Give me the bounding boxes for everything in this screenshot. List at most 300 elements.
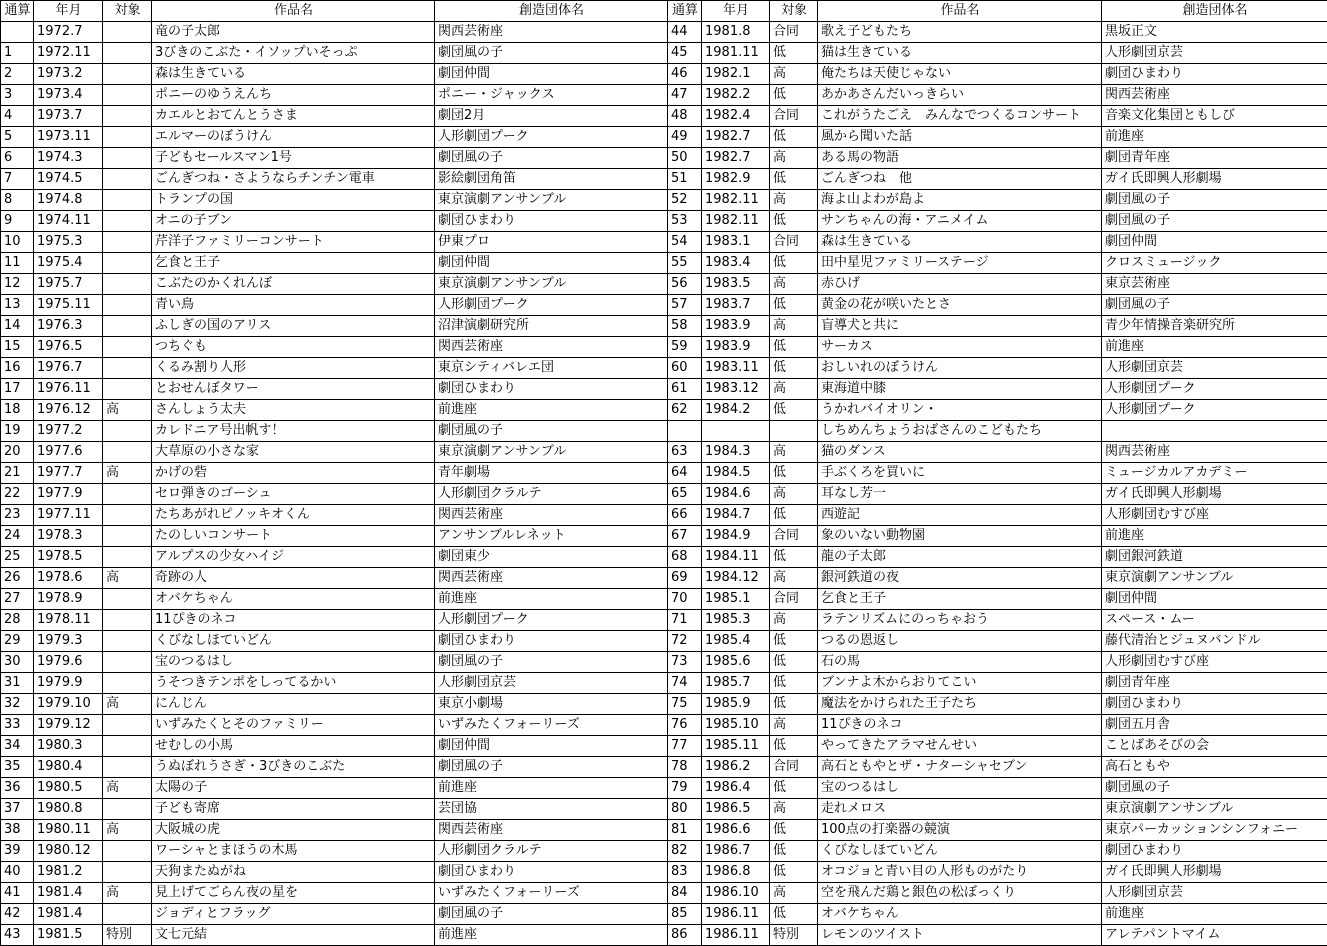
- left-group-cell: いずみたくフォーリーズ: [435, 883, 668, 904]
- left-title-cell: いずみたくとそのファミリー: [152, 715, 435, 736]
- left-title-cell: エルマーのぼうけん: [152, 127, 435, 148]
- right-target-cell: 高: [770, 610, 818, 631]
- left-group-cell: 劇団2月: [435, 106, 668, 127]
- right-group-cell: ガイ氏即興人形劇場: [1102, 169, 1327, 190]
- left-title-cell: とおせんぼタワー: [152, 379, 435, 400]
- right-number-cell: 52: [668, 190, 702, 211]
- left-target-cell: [103, 484, 152, 505]
- header-cell: 対象: [770, 1, 818, 22]
- right-group-cell: 劇団風の子: [1102, 211, 1327, 232]
- left-number-cell: 22: [1, 484, 34, 505]
- right-target-cell: 特別: [770, 925, 818, 946]
- left-target-cell: [103, 631, 152, 652]
- right-target-cell: 高: [770, 484, 818, 505]
- left-title-cell: 芹洋子ファミリーコンサート: [152, 232, 435, 253]
- left-group-cell: 芸団協: [435, 799, 668, 820]
- left-number-cell: 7: [1, 169, 34, 190]
- left-number-cell: 38: [1, 820, 34, 841]
- left-group-cell: 東京演劇アンサンブル: [435, 442, 668, 463]
- table-row: [1, 757, 1327, 778]
- left-group-cell: 関西芸術座: [435, 820, 668, 841]
- left-date-cell: 1981.2: [34, 862, 103, 883]
- left-target-cell: 高: [103, 400, 152, 421]
- right-date-cell: 1986.6: [702, 820, 770, 841]
- left-date-cell: 1979.12: [34, 715, 103, 736]
- right-group-cell: 人形劇団京芸: [1102, 43, 1327, 64]
- right-title-cell: 魔法をかけられた王子たち: [818, 694, 1102, 715]
- left-target-cell: [103, 673, 152, 694]
- right-number-cell: 56: [668, 274, 702, 295]
- right-number-cell: 82: [668, 841, 702, 862]
- header-cell: 創造団体名: [1102, 1, 1327, 22]
- right-title-cell: やってきたアラマせんせい: [818, 736, 1102, 757]
- left-number-cell: 13: [1, 295, 34, 316]
- right-title-cell: 手ぶくろを買いに: [818, 463, 1102, 484]
- left-group-cell: 関西芸術座: [435, 568, 668, 589]
- left-target-cell: [103, 379, 152, 400]
- left-title-cell: たちあがれピノッキオくん: [152, 505, 435, 526]
- right-number-cell: 54: [668, 232, 702, 253]
- left-date-cell: 1978.6: [34, 568, 103, 589]
- left-date-cell: 1973.11: [34, 127, 103, 148]
- table-row: [1, 547, 1327, 568]
- table-row: [1, 715, 1327, 736]
- right-title-cell: オバケちゃん: [818, 904, 1102, 925]
- left-group-cell: 東京演劇アンサンブル: [435, 190, 668, 211]
- right-target-cell: 低: [770, 631, 818, 652]
- right-group-cell: 劇団ひまわり: [1102, 841, 1327, 862]
- right-title-cell: ある馬の物語: [818, 148, 1102, 169]
- table-row: [1, 862, 1327, 883]
- right-title-cell: 空を飛んだ鶏と銀色の松ぼっくり: [818, 883, 1102, 904]
- right-target-cell: 高: [770, 799, 818, 820]
- right-title-cell: 赤ひげ: [818, 274, 1102, 295]
- left-title-cell: アルプスの少女ハイジ: [152, 547, 435, 568]
- right-group-cell: 劇団風の子: [1102, 295, 1327, 316]
- right-date-cell: 1984.7: [702, 505, 770, 526]
- left-date-cell: 1974.3: [34, 148, 103, 169]
- left-title-cell: 文七元結: [152, 925, 435, 946]
- left-group-cell: 劇団ひまわり: [435, 379, 668, 400]
- right-number-cell: 61: [668, 379, 702, 400]
- right-target-cell: 合同: [770, 589, 818, 610]
- right-title-cell: ごんぎつね 他: [818, 169, 1102, 190]
- right-group-cell: 劇団ひまわり: [1102, 694, 1327, 715]
- right-number-cell: 85: [668, 904, 702, 925]
- right-group-cell: 東京パーカッションシンフォニー: [1102, 820, 1327, 841]
- left-title-cell: カエルとおてんとうさま: [152, 106, 435, 127]
- right-number-cell: 70: [668, 589, 702, 610]
- right-number-cell: 55: [668, 253, 702, 274]
- right-target-cell: 低: [770, 904, 818, 925]
- table-row: [1, 421, 1327, 442]
- left-target-cell: 高: [103, 694, 152, 715]
- right-date-cell: 1986.4: [702, 778, 770, 799]
- table-row: [1, 568, 1327, 589]
- left-group-cell: 劇団ひまわり: [435, 862, 668, 883]
- right-number-cell: 84: [668, 883, 702, 904]
- left-title-cell: 青い鳥: [152, 295, 435, 316]
- left-target-cell: [103, 547, 152, 568]
- right-group-cell: アレテパントマイム: [1102, 925, 1327, 946]
- right-title-cell: あかあさんだいっきらい: [818, 85, 1102, 106]
- left-number-cell: 9: [1, 211, 34, 232]
- right-date-cell: 1983.9: [702, 316, 770, 337]
- right-date-cell: 1984.5: [702, 463, 770, 484]
- left-number-cell: 25: [1, 547, 34, 568]
- left-target-cell: 高: [103, 820, 152, 841]
- right-group-cell: 劇団五月舎: [1102, 715, 1327, 736]
- right-group-cell: 人形劇団プーク: [1102, 400, 1327, 421]
- left-group-cell: 劇団風の子: [435, 43, 668, 64]
- right-number-cell: 50: [668, 148, 702, 169]
- left-number-cell: 12: [1, 274, 34, 295]
- right-target-cell: 高: [770, 148, 818, 169]
- right-title-cell: 龍の子太郎: [818, 547, 1102, 568]
- left-target-cell: [103, 757, 152, 778]
- left-group-cell: 劇団風の子: [435, 757, 668, 778]
- left-number-cell: 20: [1, 442, 34, 463]
- right-number-cell: 49: [668, 127, 702, 148]
- left-title-cell: ポニーのゆうえんち: [152, 85, 435, 106]
- left-date-cell: 1975.3: [34, 232, 103, 253]
- right-group-cell: 藤代清治とジュヌバンドル: [1102, 631, 1327, 652]
- right-number-cell: 76: [668, 715, 702, 736]
- left-date-cell: 1975.4: [34, 253, 103, 274]
- table-row: [1, 400, 1327, 421]
- right-target-cell: 低: [770, 127, 818, 148]
- left-number-cell: 29: [1, 631, 34, 652]
- right-title-cell: 俺たちは天使じゃない: [818, 64, 1102, 85]
- right-date-cell: 1985.10: [702, 715, 770, 736]
- table-row: [1, 190, 1327, 211]
- right-title-cell: 象のいない動物園: [818, 526, 1102, 547]
- right-target-cell: [770, 421, 818, 442]
- left-group-cell: 前進座: [435, 400, 668, 421]
- left-date-cell: 1980.8: [34, 799, 103, 820]
- left-group-cell: 劇団仲間: [435, 736, 668, 757]
- right-number-cell: 65: [668, 484, 702, 505]
- left-date-cell: 1976.7: [34, 358, 103, 379]
- right-title-cell: レモンのツイスト: [818, 925, 1102, 946]
- left-number-cell: 33: [1, 715, 34, 736]
- left-group-cell: 劇団東少: [435, 547, 668, 568]
- left-date-cell: 1975.7: [34, 274, 103, 295]
- left-title-cell: かげの砦: [152, 463, 435, 484]
- right-target-cell: 合同: [770, 232, 818, 253]
- left-date-cell: 1981.5: [34, 925, 103, 946]
- left-target-cell: [103, 862, 152, 883]
- right-target-cell: 高: [770, 379, 818, 400]
- right-date-cell: 1985.1: [702, 589, 770, 610]
- table-row: [1, 925, 1327, 946]
- right-date-cell: 1984.3: [702, 442, 770, 463]
- right-number-cell: 59: [668, 337, 702, 358]
- right-title-cell: 耳なし芳一: [818, 484, 1102, 505]
- right-group-cell: 劇団仲間: [1102, 589, 1327, 610]
- right-title-cell: これがうたごえ みんなでつくるコンサート: [818, 106, 1102, 127]
- right-date-cell: 1986.8: [702, 862, 770, 883]
- table-row: [1, 652, 1327, 673]
- left-number-cell: 30: [1, 652, 34, 673]
- left-title-cell: 11ぴきのネコ: [152, 610, 435, 631]
- right-target-cell: 合同: [770, 22, 818, 43]
- right-target-cell: 高: [770, 316, 818, 337]
- table-row: [1, 106, 1327, 127]
- right-target-cell: 低: [770, 400, 818, 421]
- left-title-cell: 太陽の子: [152, 778, 435, 799]
- right-group-cell: 人形劇団プーク: [1102, 379, 1327, 400]
- left-date-cell: 1973.4: [34, 85, 103, 106]
- left-title-cell: 宝のつるはし: [152, 652, 435, 673]
- right-target-cell: 低: [770, 253, 818, 274]
- right-date-cell: [702, 421, 770, 442]
- left-date-cell: 1979.9: [34, 673, 103, 694]
- left-group-cell: 関西芸術座: [435, 22, 668, 43]
- table-row: [1, 673, 1327, 694]
- right-date-cell: 1982.11: [702, 190, 770, 211]
- left-number-cell: 3: [1, 85, 34, 106]
- left-target-cell: [103, 337, 152, 358]
- table-row: [1, 64, 1327, 85]
- left-title-cell: セロ弾きのゴーシュ: [152, 484, 435, 505]
- right-number-cell: [668, 421, 702, 442]
- right-date-cell: 1985.11: [702, 736, 770, 757]
- right-title-cell: 盲導犬と共に: [818, 316, 1102, 337]
- left-target-cell: [103, 715, 152, 736]
- left-target-cell: [103, 64, 152, 85]
- right-number-cell: 67: [668, 526, 702, 547]
- left-number-cell: 36: [1, 778, 34, 799]
- left-number-cell: 6: [1, 148, 34, 169]
- right-date-cell: 1986.10: [702, 883, 770, 904]
- right-date-cell: 1985.7: [702, 673, 770, 694]
- right-title-cell: 走れメロス: [818, 799, 1102, 820]
- right-group-cell: 人形劇団むすび座: [1102, 505, 1327, 526]
- right-target-cell: 低: [770, 169, 818, 190]
- left-date-cell: 1973.2: [34, 64, 103, 85]
- left-number-cell: 11: [1, 253, 34, 274]
- right-group-cell: 東京演劇アンサンブル: [1102, 568, 1327, 589]
- right-date-cell: 1981.8: [702, 22, 770, 43]
- right-group-cell: 前進座: [1102, 526, 1327, 547]
- left-number-cell: 19: [1, 421, 34, 442]
- left-number-cell: 31: [1, 673, 34, 694]
- table-row: [1, 442, 1327, 463]
- right-number-cell: 80: [668, 799, 702, 820]
- left-group-cell: 劇団ひまわり: [435, 211, 668, 232]
- right-group-cell: 前進座: [1102, 904, 1327, 925]
- right-group-cell: [1102, 421, 1327, 442]
- right-title-cell: ラテンリズムにのっちゃおう: [818, 610, 1102, 631]
- left-target-cell: [103, 190, 152, 211]
- header-row: [1, 1, 1327, 22]
- right-title-cell: くびなしほていどん: [818, 841, 1102, 862]
- right-title-cell: 11ぴきのネコ: [818, 715, 1102, 736]
- table-row: [1, 127, 1327, 148]
- header-cell: 対象: [103, 1, 152, 22]
- right-date-cell: 1982.9: [702, 169, 770, 190]
- table-row: [1, 316, 1327, 337]
- left-group-cell: 人形劇団クラルテ: [435, 484, 668, 505]
- right-group-cell: 関西芸術座: [1102, 442, 1327, 463]
- right-title-cell: 風から聞いた話: [818, 127, 1102, 148]
- left-title-cell: せむしの小馬: [152, 736, 435, 757]
- right-group-cell: 音楽文化集団ともしび: [1102, 106, 1327, 127]
- right-target-cell: 低: [770, 463, 818, 484]
- left-date-cell: 1980.12: [34, 841, 103, 862]
- right-group-cell: 東京演劇アンサンブル: [1102, 799, 1327, 820]
- right-group-cell: スペース・ムー: [1102, 610, 1327, 631]
- left-target-cell: [103, 253, 152, 274]
- right-target-cell: 低: [770, 820, 818, 841]
- left-title-cell: こぶたのかくれんぼ: [152, 274, 435, 295]
- left-number-cell: 4: [1, 106, 34, 127]
- left-date-cell: 1978.5: [34, 547, 103, 568]
- right-title-cell: 銀河鉄道の夜: [818, 568, 1102, 589]
- left-target-cell: [103, 589, 152, 610]
- right-number-cell: 58: [668, 316, 702, 337]
- left-number-cell: 23: [1, 505, 34, 526]
- left-target-cell: 高: [103, 463, 152, 484]
- table-row: [1, 22, 1327, 43]
- left-number-cell: 41: [1, 883, 34, 904]
- left-group-cell: 関西芸術座: [435, 337, 668, 358]
- left-number-cell: 5: [1, 127, 34, 148]
- left-title-cell: 子ども寄席: [152, 799, 435, 820]
- left-date-cell: 1980.3: [34, 736, 103, 757]
- left-target-cell: [103, 274, 152, 295]
- table-row: [1, 274, 1327, 295]
- left-date-cell: 1980.5: [34, 778, 103, 799]
- right-number-cell: 47: [668, 85, 702, 106]
- right-target-cell: 低: [770, 505, 818, 526]
- right-group-cell: 劇団銀河鉄道: [1102, 547, 1327, 568]
- right-title-cell: 森は生きている: [818, 232, 1102, 253]
- right-number-cell: 71: [668, 610, 702, 631]
- left-target-cell: [103, 85, 152, 106]
- right-number-cell: 74: [668, 673, 702, 694]
- right-number-cell: 51: [668, 169, 702, 190]
- right-date-cell: 1986.7: [702, 841, 770, 862]
- left-title-cell: たのしいコンサート: [152, 526, 435, 547]
- right-target-cell: 合同: [770, 106, 818, 127]
- right-group-cell: 前進座: [1102, 127, 1327, 148]
- left-target-cell: [103, 799, 152, 820]
- left-date-cell: 1979.3: [34, 631, 103, 652]
- left-date-cell: 1977.2: [34, 421, 103, 442]
- left-group-cell: 人形劇団プーク: [435, 610, 668, 631]
- table-body: [1, 22, 1327, 946]
- left-date-cell: 1978.9: [34, 589, 103, 610]
- left-target-cell: [103, 169, 152, 190]
- right-date-cell: 1985.6: [702, 652, 770, 673]
- left-group-cell: 伊東プロ: [435, 232, 668, 253]
- right-number-cell: 75: [668, 694, 702, 715]
- table-row: [1, 253, 1327, 274]
- table-row: [1, 211, 1327, 232]
- left-group-cell: 劇団風の子: [435, 148, 668, 169]
- left-date-cell: 1974.11: [34, 211, 103, 232]
- right-number-cell: 64: [668, 463, 702, 484]
- left-group-cell: 劇団仲間: [435, 253, 668, 274]
- right-date-cell: 1981.11: [702, 43, 770, 64]
- left-title-cell: ジョディとフラッグ: [152, 904, 435, 925]
- table-row: [1, 85, 1327, 106]
- left-title-cell: 子どもセールスマン1号: [152, 148, 435, 169]
- left-date-cell: 1976.3: [34, 316, 103, 337]
- left-title-cell: 大草原の小さな家: [152, 442, 435, 463]
- right-number-cell: 73: [668, 652, 702, 673]
- right-date-cell: 1983.12: [702, 379, 770, 400]
- left-date-cell: 1979.10: [34, 694, 103, 715]
- left-target-cell: [103, 505, 152, 526]
- left-number-cell: 40: [1, 862, 34, 883]
- left-number-cell: 28: [1, 610, 34, 631]
- table-row: [1, 631, 1327, 652]
- left-group-cell: 東京シティバレエ団: [435, 358, 668, 379]
- left-target-cell: [103, 904, 152, 925]
- left-group-cell: 人形劇団プーク: [435, 127, 668, 148]
- table-row: [1, 358, 1327, 379]
- right-number-cell: 69: [668, 568, 702, 589]
- right-date-cell: 1986.5: [702, 799, 770, 820]
- left-date-cell: 1972.7: [34, 22, 103, 43]
- right-date-cell: 1984.11: [702, 547, 770, 568]
- left-target-cell: [103, 127, 152, 148]
- right-title-cell: うかれバイオリン・: [818, 400, 1102, 421]
- left-number-cell: 17: [1, 379, 34, 400]
- right-group-cell: 劇団風の子: [1102, 190, 1327, 211]
- right-title-cell: 黄金の花が咲いたとさ: [818, 295, 1102, 316]
- header-cell: 作品名: [818, 1, 1102, 22]
- right-number-cell: 62: [668, 400, 702, 421]
- left-date-cell: 1972.11: [34, 43, 103, 64]
- table-row: [1, 736, 1327, 757]
- left-target-cell: [103, 211, 152, 232]
- left-title-cell: にんじん: [152, 694, 435, 715]
- right-target-cell: 低: [770, 673, 818, 694]
- left-number-cell: 16: [1, 358, 34, 379]
- right-date-cell: 1985.3: [702, 610, 770, 631]
- right-target-cell: 低: [770, 337, 818, 358]
- left-number-cell: 27: [1, 589, 34, 610]
- right-title-cell: 猫は生きている: [818, 43, 1102, 64]
- right-group-cell: 黒坂正文: [1102, 22, 1327, 43]
- left-title-cell: うそつきテンポをしってるかい: [152, 673, 435, 694]
- right-date-cell: 1982.1: [702, 64, 770, 85]
- left-target-cell: 特別: [103, 925, 152, 946]
- table-row: [1, 505, 1327, 526]
- left-target-cell: [103, 22, 152, 43]
- header-cell: 年月: [702, 1, 770, 22]
- left-group-cell: 劇団風の子: [435, 904, 668, 925]
- table-row: [1, 883, 1327, 904]
- left-title-cell: オニの子ブン: [152, 211, 435, 232]
- table-row: [1, 295, 1327, 316]
- right-group-cell: ガイ氏即興人形劇場: [1102, 862, 1327, 883]
- left-number-cell: 43: [1, 925, 34, 946]
- right-group-cell: 人形劇団京芸: [1102, 883, 1327, 904]
- left-group-cell: ポニー・ジャックス: [435, 85, 668, 106]
- table-row: [1, 610, 1327, 631]
- right-group-cell: 前進座: [1102, 337, 1327, 358]
- right-title-cell: 西遊記: [818, 505, 1102, 526]
- right-target-cell: 高: [770, 715, 818, 736]
- left-group-cell: 劇団風の子: [435, 421, 668, 442]
- left-target-cell: [103, 316, 152, 337]
- left-title-cell: さんしょう太夫: [152, 400, 435, 421]
